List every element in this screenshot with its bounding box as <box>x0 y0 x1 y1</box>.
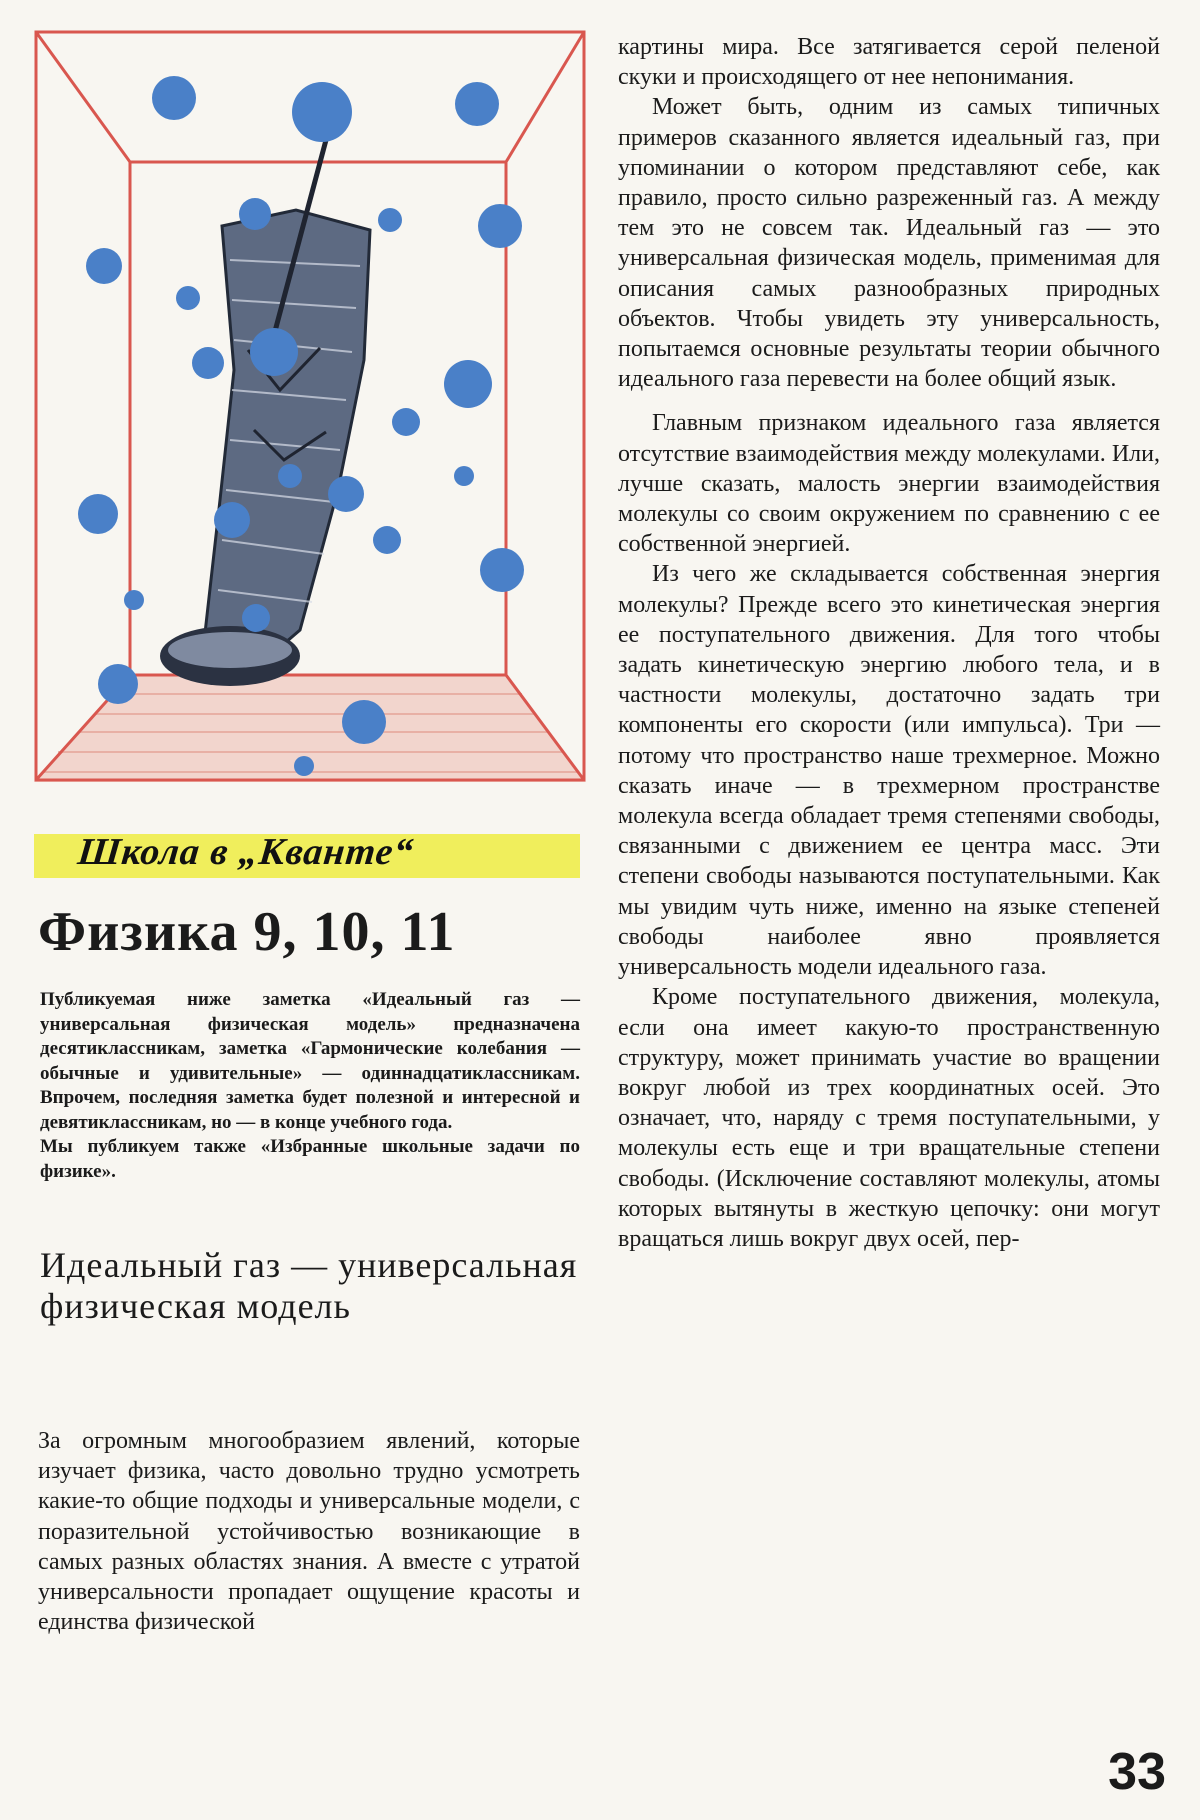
section-title: Физика 9, 10, 11 <box>38 901 456 963</box>
ideal-gas-illustration <box>34 30 586 782</box>
page-number: 33 <box>1108 1743 1166 1801</box>
article-title: Идеальный газ — универсальная физическая модель <box>40 1245 578 1326</box>
body-paragraph: Может быть, одним из самых типичных примеров сказанного является идеальный газ, при упоминании о котором представляют себе, как правило, просто сильно разреженный газ. А между тем это не совсем так. Идеальный газ — это универсальная физическая модель, применимая для описания самых разнообразных природных объектов. Чтобы увидеть эту универсальность, попытаемся основные результаты теории обычного идеального газа перевести на более общий язык. <box>618 94 1160 393</box>
body-paragraph: За огромным многообразием явлений, которые изучает физика, часто довольно трудно усмотреть какие-то общие подходы и универсальные модели, с поразительной устойчивостью возникающие в самых разных областях знания. А вместе с утратой универсальности пропадает ощущение красоты и единства физической <box>38 1428 580 1636</box>
rubric-text: Школа в „Кванте“ <box>75 831 416 873</box>
right-column <box>618 32 1160 1254</box>
body-paragraph: Из чего же складывается собственная энергия молекулы? Прежде всего это кинетическая энергия ее поступательного движения. Для того чтобы задать кинетическую энергию любого тела, и в частности молекулы, достаточно задать три компоненты его скорости (или импульса). Три — потому что пространство наше трехмерное. Можно сказать иначе — в трехмерном пространстве молекула всегда обладает тремя степенями свободы, связанными с движением ее центра масс. Эти степени свободы называются поступательными. Как мы увидим чуть ниже, именно на языке степеней свободы наиболее явно проявляется универсальность модели идеального газа. <box>618 561 1160 981</box>
intro-note <box>40 988 580 1184</box>
rubric-label <box>34 828 580 884</box>
body-paragraph: картины мира. Все затягивается серой пеленой скуки и происходящего от нее непонимания. <box>618 34 1160 91</box>
intro-paragraph: Мы публикуем также «Избранные школьные задачи по физике». <box>40 1136 580 1182</box>
body-paragraph: Кроме поступательного движения, молекула, если она имеет какую-то пространственную структуру, может принимать участие во вращении вокруг любой из трех координатных осей. Это означает, что, наряду с тремя поступательными, у молекулы есть еще и три вращательные степени свободы. (Исключение составляют молекулы, атомы которых вытянуты в жесткую цепочку: они могут вращаться лишь вокруг двух осей, пер- <box>618 984 1160 1252</box>
body-paragraph: Главным признаком идеального газа является отсутствие взаимодействия между молекулами. Или, лучше сказать, малость энергии взаимодействия молекулы со своим окружением по сравнению с ее собственной энергией. <box>618 410 1160 558</box>
intro-paragraph: Публикуемая ниже заметка «Идеальный газ — универсальная физическая модель» предназначена десятиклассникам, заметка «Гармонические колебания — обычные и удивительные» — одиннадцатиклассникам. Впрочем, последняя заметка будет полезной и интересной и девятиклассникам, но — в конце учебного года. <box>40 989 580 1133</box>
left-column <box>38 1426 580 1637</box>
